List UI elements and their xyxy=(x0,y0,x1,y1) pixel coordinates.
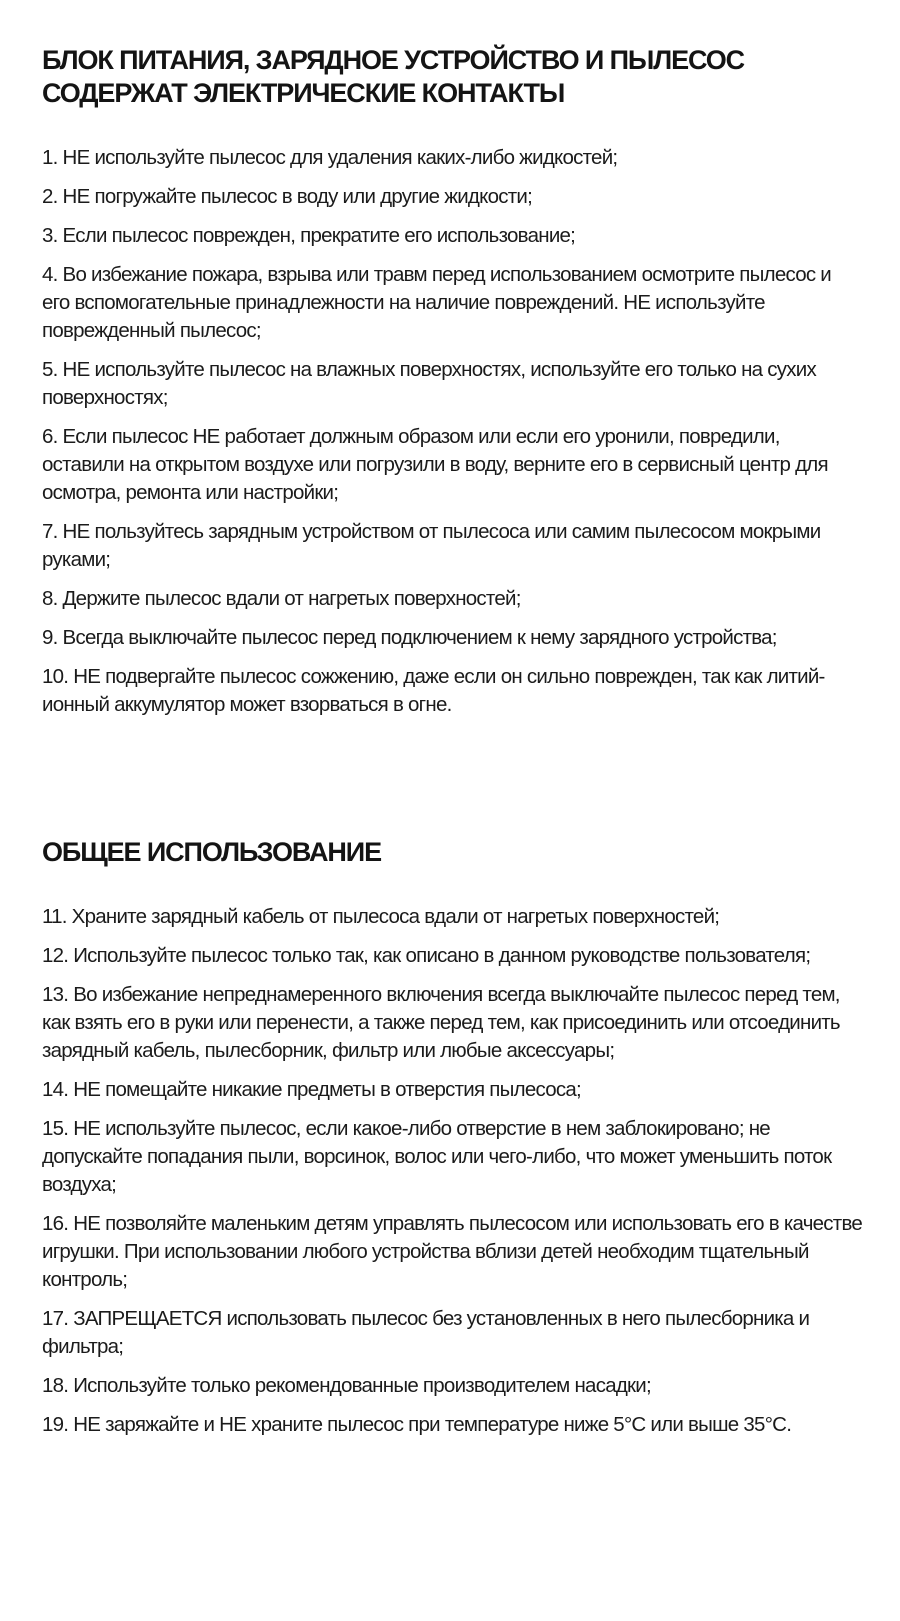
heading-line: ОБЩЕЕ ИСПОЛЬЗОВАНИЕ xyxy=(42,837,381,867)
instruction-list xyxy=(42,903,862,1439)
instruction-item-17: 17. ЗАПРЕЩАЕТСЯ использовать пылесос без установленных в него пылесборника и фильтра; xyxy=(42,1307,810,1358)
instruction-item-4: 4. Во избежание пожара, взрыва или травм перед использованием осмотрите пылесос и его вспомогательные принадлежности на наличие повреждений. НЕ используйте поврежденный пылесос; xyxy=(42,263,831,342)
instruction-item-16: 16. НЕ позволяйте маленьким детям управлять пылесосом или использовать его в качестве игрушки. При использовании любого устройства вблизи детей необходим тщательный контроль; xyxy=(42,1212,863,1291)
instruction-item-18: 18. Используйте только рекомендованные производителем насадки; xyxy=(42,1374,651,1397)
heading-line: СОДЕРЖАТ ЭЛЕКТРИЧЕСКИЕ КОНТАКТЫ xyxy=(42,78,565,108)
section-heading xyxy=(42,836,862,869)
instruction-item-1: 1. НЕ используйте пылесос для удаления каких-либо жидкостей; xyxy=(42,146,618,169)
instruction-item-10: 10. НЕ подвергайте пылесос сожжению, даже если он сильно поврежден, так как литий-ионный аккумулятор может взорваться в огне. xyxy=(42,665,825,716)
section-heading xyxy=(42,44,862,110)
instruction-item-5: 5. НЕ используйте пылесос на влажных поверхностях, используйте его только на сухих поверхностях; xyxy=(42,358,816,409)
instruction-item-9: 9. Всегда выключайте пылесос перед подключением к нему зарядного устройства; xyxy=(42,626,777,649)
instruction-item-12: 12. Используйте пылесос только так, как описано в данном руководстве пользователя; xyxy=(42,944,811,967)
instruction-item-3: 3. Если пылесос поврежден, прекратите его использование; xyxy=(42,224,576,247)
instruction-item-15: 15. НЕ используйте пылесос, если какое-либо отверстие в нем заблокировано; не допускайте попадания пыли, ворсинок, волос или чего-либо, что может уменьшить поток воздуха; xyxy=(42,1117,832,1196)
instruction-item-14: 14. НЕ помещайте никакие предметы в отверстия пылесоса; xyxy=(42,1078,581,1101)
instruction-list xyxy=(42,144,862,719)
instruction-item-11: 11. Храните зарядный кабель от пылесоса вдали от нагретых поверхностей; xyxy=(42,905,720,928)
section-electrical-contacts xyxy=(42,44,862,730)
heading-line: БЛОК ПИТАНИЯ, ЗАРЯДНОЕ УСТРОЙСТВО И ПЫЛЕСОС xyxy=(42,45,745,75)
instruction-item-19: 19. НЕ заряжайте и НЕ храните пылесос при температуре ниже 5°С или выше 35°С. xyxy=(42,1413,792,1436)
instruction-item-6: 6. Если пылесос НЕ работает должным образом или если его уронили, повредили, оставили на открытом воздухе или погрузили в воду, верните его в сервисный центр для осмотра, ремонта или настройки; xyxy=(42,425,828,504)
section-general-use xyxy=(42,836,862,1450)
instruction-item-8: 8. Держите пылесос вдали от нагретых поверхностей; xyxy=(42,587,521,610)
instruction-item-13: 13. Во избежание непреднамеренного включения всегда выключайте пылесос перед тем, как взять его в руки или перенести, а также перед тем, как присоединить или отсоединить зарядный кабель, пылесборник, фильтр или любые аксессуары; xyxy=(42,983,840,1062)
instruction-item-2: 2. НЕ погружайте пылесос в воду или другие жидкости; xyxy=(42,185,533,208)
instruction-item-7: 7. НЕ пользуйтесь зарядным устройством от пылесоса или самим пылесосом мокрыми руками; xyxy=(42,520,821,571)
